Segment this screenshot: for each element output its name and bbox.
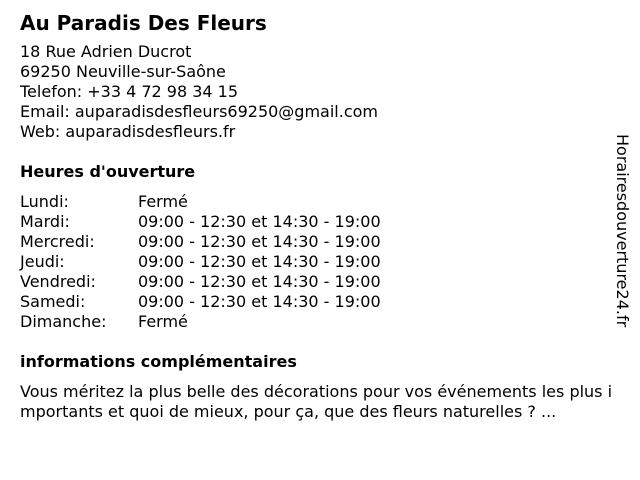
watermark-text: Horairesdouverture24.fr: [613, 134, 632, 328]
day-label: Vendredi:: [20, 272, 96, 291]
email-address: Email: auparadisdesfleurs69250@gmail.com: [20, 102, 378, 121]
day-label: Lundi:: [20, 192, 69, 211]
hours-row: [20, 292, 381, 312]
day-label: Jeudi:: [20, 252, 65, 271]
hours-heading: Heures d'ouverture: [20, 162, 196, 181]
hours-row: [20, 252, 381, 272]
watermark-container: [612, 134, 632, 344]
day-hours: 09:00 - 12:30 et 14:30 - 19:00: [138, 292, 381, 311]
phone-number: Telefon: +33 4 72 98 34 15: [20, 82, 239, 101]
day-label: Samedi:: [20, 292, 86, 311]
hours-row: [20, 212, 381, 232]
address-street: 18 Rue Adrien Ducrot: [20, 42, 192, 61]
day-hours: Fermé: [138, 192, 188, 211]
hours-row: [20, 272, 381, 292]
website: Web: auparadisdesfleurs.fr: [20, 122, 236, 141]
day-hours: 09:00 - 12:30 et 14:30 - 19:00: [138, 212, 381, 231]
info-heading: informations complémentaires: [20, 352, 297, 371]
day-label: Mardi:: [20, 212, 70, 231]
day-label: Dimanche:: [20, 312, 107, 331]
info-description: Vous méritez la plus belle des décorations pour vos événements les plus importants et quoi de mieux, pour ça, que des fleurs naturelles ? ...: [20, 382, 613, 421]
day-hours: 09:00 - 12:30 et 14:30 - 19:00: [138, 232, 381, 251]
hours-row: [20, 312, 381, 332]
day-label: Mercredi:: [20, 232, 95, 251]
business-name: Au Paradis Des Fleurs: [20, 11, 267, 35]
address-city: 69250 Neuville-sur-Saône: [20, 62, 226, 81]
day-hours: 09:00 - 12:30 et 14:30 - 19:00: [138, 252, 381, 271]
day-hours: 09:00 - 12:30 et 14:30 - 19:00: [138, 272, 381, 291]
hours-row: [20, 192, 381, 212]
business-card: [20, 10, 612, 422]
day-hours: Fermé: [138, 312, 188, 331]
hours-row: [20, 232, 381, 252]
opening-hours-table: [20, 192, 381, 332]
